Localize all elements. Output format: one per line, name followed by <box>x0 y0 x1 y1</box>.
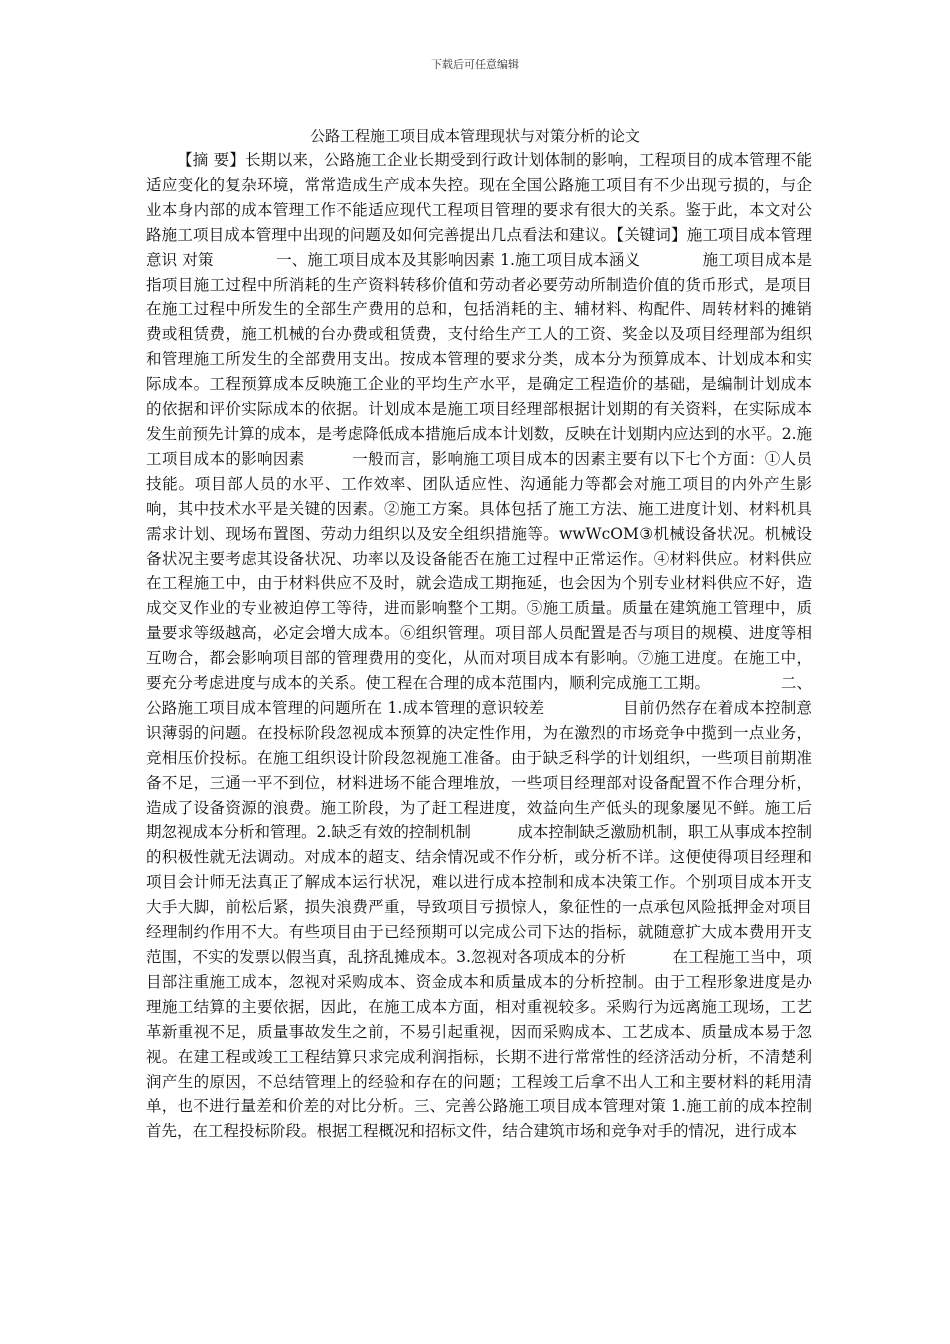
document-title: 公路工程施工项目成本管理现状与对策分析的论文 <box>309 127 640 145</box>
header-note: 下载后可任意编辑 <box>431 58 519 71</box>
document-body: 【摘 要】长期以来，公路施工企业长期受到行政计划体制的影响，工程项目的成本管理不能适应变化的复杂环境，常常造成生产成本失控。现在全国公路施工项目有不少出现亏损的，与企业本身内部的成本管理工作不能适应现代工程项目管理的要求有很大的关系。鉴于此，本文对公路施工项目成本管理中出现的问题及如何完善提出几点看法和建议。【关键词】施工项目成本管理 意识 对策 一、施工项目成本及其影响因素 1.施工项目成本涵义 施工项目成本是指项目施工过程中所消耗的生产资料转移价值和劳动者必要劳动所制造价值的货币形式，是项目在施工过程中所发生的全部生产费用的总和，包括消耗的主、辅材料、构配件、周转材料的摊销费或租赁费，施工机械的台办费或租赁费，支付给生产工人的工资、奖金以及项目经理部为组织和管理施工所发生的全部费用支出。按成本管理的要求分类，成本分为预算成本、计划成本和实际成本。工程预算成本反映施工企业的平均生产水平，是确定工程造价的基础，是编制计划成本的依据和评价实际成本的依据。计划成本是施工项目经理部根据计划期的有关资料，在实际成本发生前预先计算的成本，是考虑降低成本措施后成本计划数，反映在计划期内应达到的水平。2.施工项目成本的影响因素 一般而言，影响施工项目成本的因素主要有以下七个方面：①人员技能。项目部人员的水平、工作效率、团队适应性、沟通能力等都会对施工项目的内外产生影响，其中技术水平是关键的因素。②施工方案。具体包括了施工方法、施工进度计划、材料机具需求计划、现场布置图、劳动力组织以及安全组织措施等。wwWcOM③机械设备状况。机械设备状况主要考虑其设备状况、功率以及设备能否在施工过程中正常运作。④材料供应。材料供应在工程施工中，由于材料供应不及时，就会造成工期拖延，也会因为个别专业材料供应不好，造成交叉作业的专业被迫停工等待，进而影响整个工期。⑤施工质量。质量在建筑施工管理中，质量要求等级越高，必定会增大成本。⑥组织管理。项目部人员配置是否与项目的规模、进度等相互吻合，都会影响项目部的管理费用的变化，从而对项目成本有影响。⑦施工进度。在施工中，要充分考虑进度与成本的关系。使工程在合理的成本范围内，顺利完成施工工期。 二、公路施工项目成本管理的问题所在 1.成本管理的意识较差 目前仍然存在着成本控制意识薄弱的问题。在投标阶段忽视成本预算的决定性作用，为在激烈的市场竞争中揽到一点业务，竞相压价投标。在施工组织设计阶段忽视施工准备。由于缺乏科学的计划组织，一些项目前期准备不足，三通一平不到位，材料进场不能合理堆放，一些项目经理部对设备配置不作合理分析，造成了设备资源的浪费。施工阶段，为了赶工程进度，效益向生产低头的现象屡见不鲜。施工后期忽视成本分析和管理。2.缺乏有效的控制机制 成本控制缺乏激励机制，职工从事成本控制的积极性就无法调动。对成本的超支、结余情况或不作分析，或分析不详。这便使得项目经理和项目会计师无法真正了解成本运行状况，难以进行成本控制和成本决策工作。个别项目成本开支大手大脚，前松后紧，损失浪费严重，导致项目亏损惊人，象征性的一点承包风险抵押金对项目经理制约作用不大。有些项目由于已经预期可以完成公司下达的指标，就随意扩大成本费用开支范围，不实的发票以假当真，乱挤乱摊成本。3.忽视对各项成本的分析 在工程施工当中，项目部注重施工成本，忽视对采购成本、资金成本和质量成本的分析控制。由于工程形象进度是办理施工结算的主要依据，因此，在施工成本方面，相对重视较多。采购行为远离施工现场，工艺革新重视不足，质量事故发生之前，不易引起重视，因而采购成本、工艺成本、质量成本易于忽视。在建工程或竣工工程结算只求完成利润指标，长期不进行常常性的经济活动分析，不清楚利润产生的原因，不总结管理上的经验和存在的问题；工程竣工后拿不出人工和主要材料的耗用清单，也不进行量差和价差的对比分析。三、完善公路施工项目成本管理对策 1.施工前的成本控制 首先，在工程投标阶段。根据工程概况和招标文件，结合建筑市场和竞争对手的情况，进行成本 <box>146 151 859 1141</box>
